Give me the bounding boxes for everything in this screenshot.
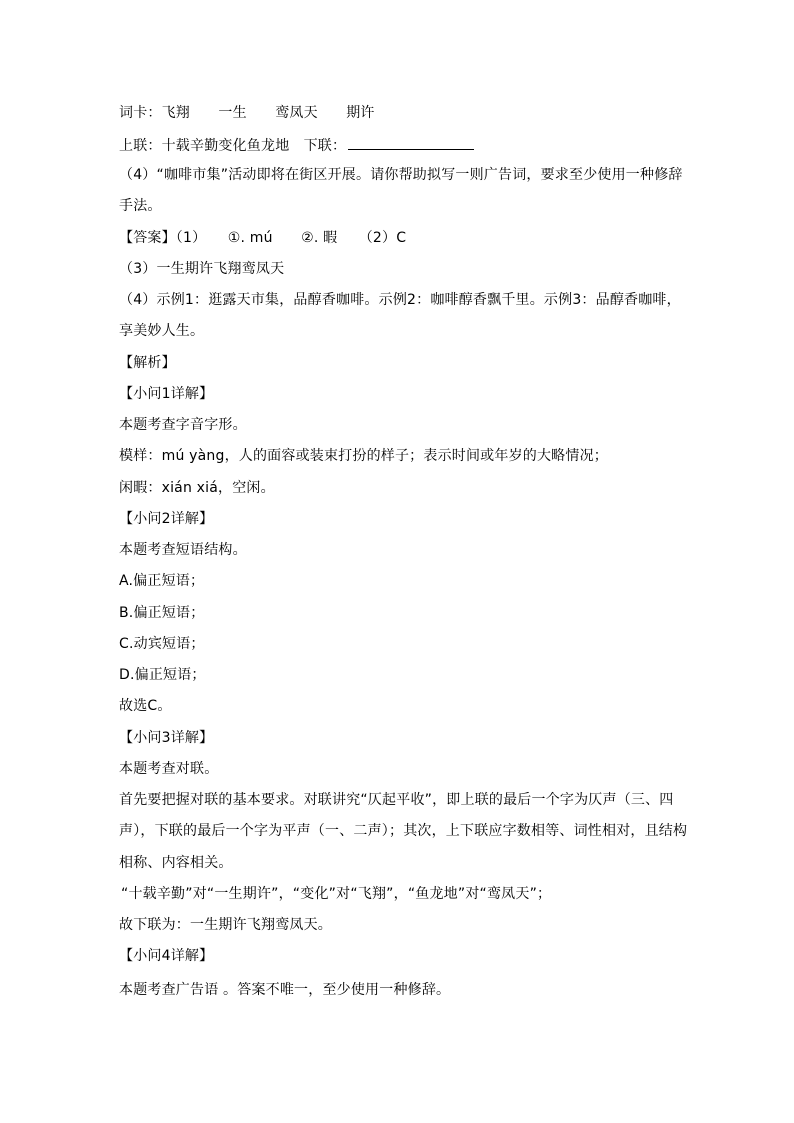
answer-blank <box>348 135 474 150</box>
sub-question-3-detail-2: 声），下联的最后一个字为平声（一、二声）；其次，上下联应字数相等、词性相对，且结构 <box>119 823 688 839</box>
sub-question-1-detail-2: 闲暇：xián xiá，空闲。 <box>119 480 275 496</box>
sub-question-1-heading: 【小问1详解】 <box>119 386 214 402</box>
sub-question-1-text: 本题考查字音字形。 <box>119 417 247 433</box>
sub-question-3-heading: 【小问3详解】 <box>119 730 214 746</box>
sub-question-3-text: 本题考查对联。 <box>119 761 219 777</box>
sub-question-3-detail-3: 相称、内容相关。 <box>119 855 233 871</box>
option-d: D.偏正短语； <box>119 667 206 683</box>
answer-3-line: （3）一生期许飞翔鸾凤天 <box>119 261 285 277</box>
couplet-text: 上联：十载辛勤变化鱼龙地 下联： <box>119 138 347 154</box>
word-card-line: 词卡：飞翔 一生 鸾凤天 期许 <box>119 105 375 121</box>
question-4-line-cont: 手法。 <box>119 198 162 214</box>
sub-question-3-detail-1: 首先要把握对联的基本要求。对联讲究“仄起平收”，即上联的最后一个字为仄声（三、四 <box>119 792 674 808</box>
option-c: C.动宾短语； <box>119 636 205 652</box>
sub-question-3-result: 故下联为：一生期许飞翔鸾凤天。 <box>119 917 332 933</box>
sub-question-4-heading: 【小问4详解】 <box>119 948 214 964</box>
sub-question-4-text: 本题考查广告语 。答案不唯一，至少使用一种修辞。 <box>119 982 451 998</box>
sub-question-2-heading: 【小问2详解】 <box>119 511 214 527</box>
sub-question-1-detail-1: 模样：mú yàng，人的面容或装束打扮的样子；表示时间或年岁的大略情况； <box>119 448 608 464</box>
answer-4-line: （4）示例1：逛露天市集，品醇香咖啡。示例2：咖啡醇香飘千里。示例3：品醇香咖啡， <box>119 292 681 308</box>
answer-line: 【答案】（1） ①. mú ②. 暇 （2）C <box>119 230 407 246</box>
option-a: A.偏正短语； <box>119 573 205 589</box>
couplet-line <box>119 135 689 155</box>
analysis-heading: 【解析】 <box>119 355 176 371</box>
option-b: B.偏正短语； <box>119 605 205 621</box>
answer-4-line-cont: 享美妙人生。 <box>119 323 205 339</box>
sub-question-2-text: 本题考查短语结构。 <box>119 542 247 558</box>
sub-question-3-pairs: “十载辛勤”对“一生期许”，“变化”对“飞翔”，“鱼龙地”对“鸾凤天”； <box>121 886 552 902</box>
question-4-line: （4）“咖啡市集”活动即将在街区开展。请你帮助拟写一则广告词，要求至少使用一种修辞 <box>119 167 683 183</box>
choice-result: 故选C。 <box>119 698 172 714</box>
